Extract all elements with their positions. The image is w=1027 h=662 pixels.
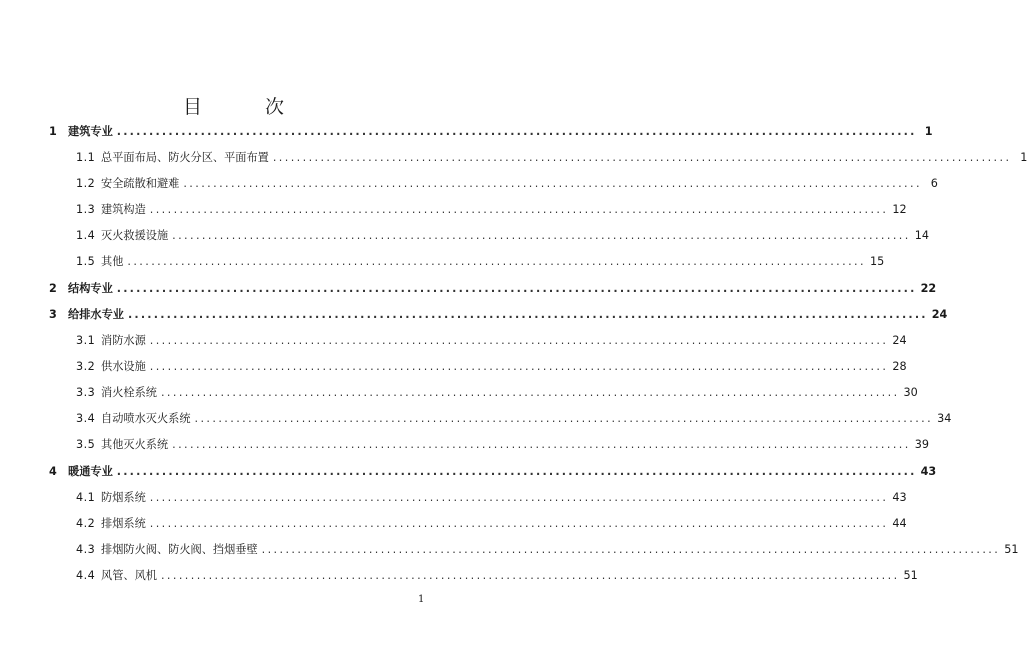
toc-entry-label: 总平面布局、防火分区、平面布置 bbox=[101, 151, 269, 164]
toc-entry-page: 15 bbox=[869, 255, 885, 268]
toc-entry-page: 22 bbox=[920, 282, 937, 295]
toc-chapter-entry[interactable] bbox=[0, 277, 937, 301]
toc-chapter-entry[interactable] bbox=[0, 120, 933, 144]
toc-entry-page: 43 bbox=[892, 491, 907, 504]
toc-dot-leader: ............................................................................................................................ bbox=[116, 465, 917, 478]
toc-entry-number: 4.2 bbox=[76, 517, 96, 530]
toc-entry-label: 排烟防火阀、防火阀、挡烟垂壁 bbox=[101, 543, 258, 556]
toc-section-entry[interactable] bbox=[0, 433, 929, 457]
toc-entry-label: 风管、风机 bbox=[101, 569, 157, 582]
toc-dot-leader: ............................................................................................................................ bbox=[116, 282, 917, 295]
toc-entry-label: 消火栓系统 bbox=[101, 386, 157, 399]
toc-dot-leader: ............................................................................................................................ bbox=[261, 543, 1001, 556]
toc-entry-page: 6 bbox=[930, 177, 938, 190]
page-number: 1 bbox=[418, 594, 425, 605]
toc-entry-number: 4 bbox=[49, 465, 57, 478]
toc-dot-leader: ............................................................................................................................ bbox=[172, 438, 911, 451]
toc-entry-number: 3.2 bbox=[76, 360, 96, 373]
toc-section-entry[interactable] bbox=[0, 486, 907, 510]
page-title: 目 次 bbox=[182, 96, 306, 118]
toc-section-entry[interactable] bbox=[0, 381, 918, 405]
toc-chapter-entry[interactable] bbox=[0, 460, 937, 484]
toc-entry-number: 4.4 bbox=[76, 569, 96, 582]
toc-entry-label: 建筑构造 bbox=[101, 203, 146, 216]
toc-entry-page: 43 bbox=[920, 465, 937, 478]
toc-section-entry[interactable] bbox=[0, 564, 918, 588]
toc-entry-page: 14 bbox=[914, 229, 929, 242]
toc-entry-label: 安全疏散和避难 bbox=[101, 177, 180, 190]
toc-section-entry[interactable] bbox=[0, 172, 938, 196]
toc-entry-label: 消防水源 bbox=[101, 334, 146, 347]
toc-entry-page: 30 bbox=[903, 386, 918, 399]
toc-entry-number: 1.1 bbox=[76, 151, 96, 164]
toc-entry-label: 防烟系统 bbox=[101, 491, 146, 504]
toc-entry-page: 24 bbox=[931, 308, 948, 321]
toc-section-entry[interactable] bbox=[0, 146, 1027, 170]
toc-dot-leader: ............................................................................................................................ bbox=[160, 569, 900, 582]
toc-entry-page: 51 bbox=[1004, 543, 1019, 556]
toc-entry-number: 1.3 bbox=[76, 203, 96, 216]
toc-entry-page: 51 bbox=[903, 569, 918, 582]
toc-entry-page: 28 bbox=[892, 360, 907, 373]
toc-entry-number: 1.4 bbox=[76, 229, 96, 242]
toc-dot-leader: ............................................................................................................................ bbox=[116, 125, 917, 138]
toc-entry-page: 34 bbox=[937, 412, 952, 425]
toc-section-entry[interactable] bbox=[0, 250, 885, 274]
toc-entry-label: 建筑专业 bbox=[68, 125, 113, 138]
toc-entry-label: 暖通专业 bbox=[68, 465, 113, 478]
toc-entry-number: 3.5 bbox=[76, 438, 96, 451]
toc-entry-page: 1 bbox=[1020, 151, 1027, 164]
toc-entry-number: 1.2 bbox=[76, 177, 96, 190]
toc-entry-label: 灭火救援设施 bbox=[101, 229, 169, 242]
toc-entry-label: 给排水专业 bbox=[68, 308, 124, 321]
toc-entry-number: 2 bbox=[49, 282, 57, 295]
toc-entry-page: 24 bbox=[892, 334, 907, 347]
toc-entry-number: 1.5 bbox=[76, 255, 96, 268]
toc-chapter-entry[interactable] bbox=[0, 303, 948, 327]
toc-entry-number: 3.3 bbox=[76, 386, 96, 399]
toc-entry-number: 4.1 bbox=[76, 491, 96, 504]
toc-section-entry[interactable] bbox=[0, 224, 929, 248]
toc-entry-number: 1 bbox=[49, 125, 57, 138]
toc-section-entry[interactable] bbox=[0, 512, 907, 536]
toc-dot-leader: ............................................................................................................................ bbox=[172, 229, 911, 242]
toc-entry-page: 12 bbox=[892, 203, 907, 216]
toc-section-entry[interactable] bbox=[0, 355, 907, 379]
toc-dot-leader: ............................................................................................................................ bbox=[149, 517, 889, 530]
toc-entry-number: 4.3 bbox=[76, 543, 96, 556]
toc-entry-page: 1 bbox=[924, 125, 933, 138]
toc-dot-leader: ............................................................................................................................ bbox=[127, 255, 866, 268]
toc-dot-leader: ............................................................................................................................ bbox=[160, 386, 900, 399]
toc-entry-page: 44 bbox=[892, 517, 907, 530]
toc-dot-leader: ............................................................................................................................ bbox=[194, 412, 934, 425]
toc-entry-number: 3 bbox=[49, 308, 57, 321]
toc-section-entry[interactable] bbox=[0, 538, 1019, 562]
toc-dot-leader: ............................................................................................................................ bbox=[149, 203, 889, 216]
toc-dot-leader: ............................................................................................................................ bbox=[149, 491, 889, 504]
toc-section-entry[interactable] bbox=[0, 329, 907, 353]
toc-dot-leader: ............................................................................................................................ bbox=[149, 334, 889, 347]
toc-entry-label: 结构专业 bbox=[68, 282, 113, 295]
toc-section-entry[interactable] bbox=[0, 407, 952, 431]
toc-entry-label: 供水设施 bbox=[101, 360, 146, 373]
toc-entry-label: 自动喷水灭火系统 bbox=[101, 412, 191, 425]
toc-entry-label: 其他灭火系统 bbox=[101, 438, 169, 451]
toc-dot-leader: ............................................................................................................................ bbox=[149, 360, 889, 373]
toc-dot-leader: ............................................................................................................................ bbox=[127, 308, 928, 321]
toc-entry-number: 3.1 bbox=[76, 334, 96, 347]
toc-entry-page: 39 bbox=[914, 438, 929, 451]
toc-section-entry[interactable] bbox=[0, 198, 907, 222]
toc-entry-label: 其他 bbox=[101, 255, 124, 268]
toc-entry-label: 排烟系统 bbox=[101, 517, 146, 530]
toc-dot-leader: ............................................................................................................................ bbox=[272, 151, 1012, 164]
toc-entry-number: 3.4 bbox=[76, 412, 96, 425]
toc-dot-leader: ............................................................................................................................ bbox=[183, 177, 922, 190]
